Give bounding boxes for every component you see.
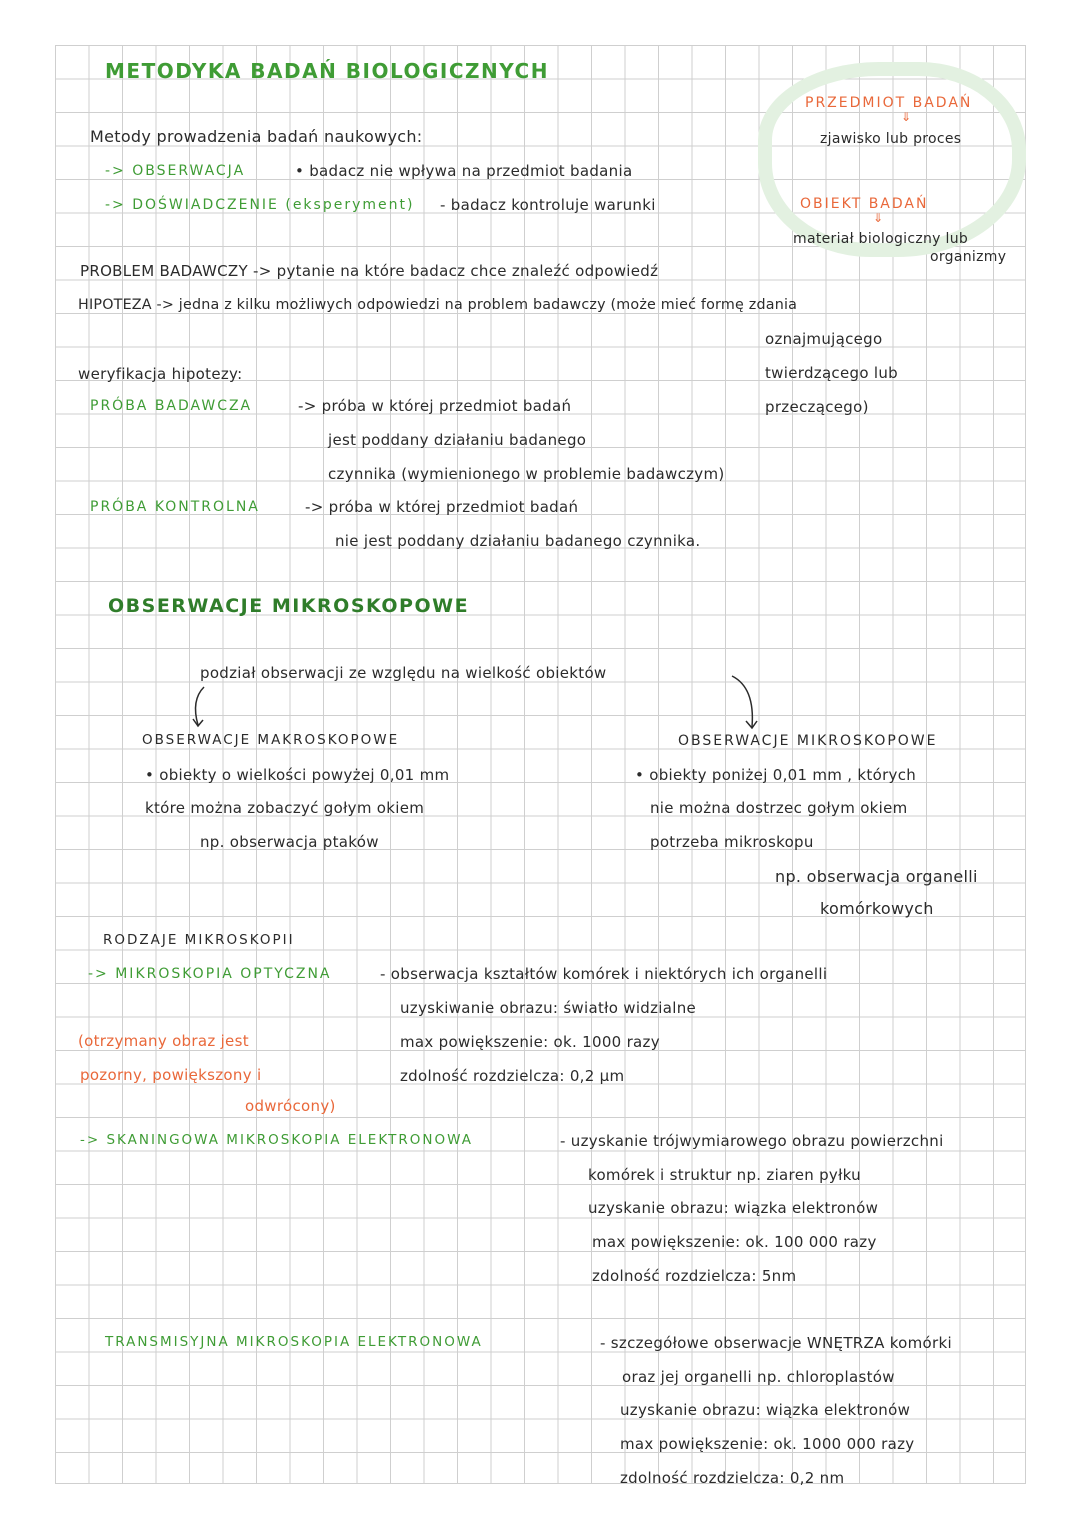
macro-line-3: np. obserwacja ptaków	[200, 833, 379, 851]
verification-label: weryfikacja hipotezy:	[78, 365, 243, 383]
optical-line-1: - obserwacja kształtów komórek i niektórych ich organelli	[380, 965, 828, 983]
types-title: RODZAJE MIKROSKOPII	[103, 932, 295, 948]
arrow-left-icon	[190, 685, 210, 730]
optical-line-3: max powiększenie: ok. 1000 razy	[400, 1033, 660, 1051]
tem-line-4: max powiększenie: ok. 1000 000 razy	[620, 1435, 915, 1453]
sem-line-1: - uzyskanie trójwymiarowego obrazu powierzchni	[560, 1132, 944, 1150]
micro-line-1: • obiekty poniżej 0,01 mm , których	[635, 766, 917, 784]
grid-paper	[55, 45, 1026, 1484]
methods-intro: Metody prowadzenia badań naukowych:	[90, 127, 423, 146]
hypothesis-line: HIPOTEZA -> jedna z kilku możliwych odpowiedzi na problem badawczy (może mieć formę zdania	[78, 297, 798, 313]
tem-line-2: oraz jej organelli np. chloroplastów	[622, 1368, 895, 1386]
optical-line-2: uzyskiwanie obrazu: światło widzialne	[400, 999, 697, 1017]
observation-desc: • badacz nie wpływa na przedmiot badania	[295, 162, 633, 180]
sem-line-2: komórek i struktur np. ziaren pyłku	[588, 1166, 861, 1184]
research-trial-1: -> próba w której przedmiot badań	[298, 397, 572, 415]
control-trial-2: nie jest poddany działaniu badanego czynnika.	[335, 532, 701, 550]
micro-line-3: potrzeba mikroskopu	[650, 833, 814, 851]
micro-line-4: np. obserwacja organelli	[775, 867, 978, 886]
tem-line-1: - szczegółowe obserwacje WNĘTRZA komórki	[600, 1334, 952, 1352]
hypothesis-cont-3: przeczącego)	[765, 398, 869, 416]
page-title: METODYKA BADAŃ BIOLOGICZNYCH	[105, 59, 549, 83]
tem-label: TRANSMISYJNA MIKROSKOPIA ELEKTRONOWA	[105, 1334, 483, 1350]
object-desc-1: materiał biologiczny lub	[793, 231, 969, 247]
research-trial-2: jest poddany działaniu badanego	[328, 431, 587, 449]
section2-title: OBSERWACJE MIKROSKOPOWE	[108, 595, 470, 617]
micro-line-5: komórkowych	[820, 899, 934, 918]
sem-label: -> SKANINGOWA MIKROSKOPIA ELEKTRONOWA	[80, 1132, 473, 1148]
subject-arrow: ⇓	[901, 110, 912, 124]
control-trial-label: PRÓBA KONTROLNA	[90, 499, 260, 515]
sem-line-4: max powiększenie: ok. 100 000 razy	[592, 1233, 877, 1251]
tem-line-5: zdolność rozdzielcza: 0,2 nm	[620, 1469, 845, 1487]
highlight-blob	[758, 62, 1026, 257]
optical-label: -> MIKROSKOPIA OPTYCZNA	[88, 966, 332, 982]
problem-line: PROBLEM BADAWCZY -> pytanie na które badacz chce znaleźć odpowiedź	[80, 262, 659, 280]
subject-title: PRZEDMIOT BADAŃ	[805, 95, 973, 111]
sem-line-5: zdolność rozdzielcza: 5nm	[592, 1267, 797, 1285]
division-label: podział obserwacji ze względu na wielkość obiektów	[200, 664, 607, 682]
research-trial-label: PRÓBA BADAWCZA	[90, 398, 253, 414]
control-trial-1: -> próba w której przedmiot badań	[305, 498, 579, 516]
object-title: OBIEKT BADAŃ	[800, 196, 929, 212]
macro-title: OBSERWACJE MAKROSKOPOWE	[142, 732, 400, 748]
arrow-right-icon	[730, 672, 760, 732]
micro-title: OBSERWACJE MIKROSKOPOWE	[678, 733, 938, 749]
object-arrow: ⇓	[873, 211, 884, 225]
macro-line-2: które można zobaczyć gołym okiem	[145, 799, 425, 817]
subject-desc: zjawisko lub proces	[820, 131, 962, 147]
tem-line-3: uzyskanie obrazu: wiązka elektronów	[620, 1401, 911, 1419]
optical-note-3: odwrócony)	[245, 1097, 336, 1115]
research-trial-3: czynnika (wymienionego w problemie badawczym)	[328, 465, 725, 483]
observation-label: -> OBSERWACJA	[105, 163, 246, 179]
hypothesis-cont-2: twierdzącego lub	[765, 364, 898, 382]
optical-line-4: zdolność rozdzielcza: 0,2 µm	[400, 1067, 625, 1085]
experiment-desc: - badacz kontroluje warunki	[440, 196, 656, 214]
experiment-label: -> DOŚWIADCZENIE (eksperyment)	[105, 197, 415, 213]
optical-note-2: pozorny, powiększony i	[80, 1066, 262, 1084]
macro-line-1: • obiekty o wielkości powyżej 0,01 mm	[145, 766, 450, 784]
hypothesis-cont-1: oznajmującego	[765, 330, 883, 348]
optical-note-1: (otrzymany obraz jest	[78, 1032, 249, 1050]
micro-line-2: nie można dostrzec gołym okiem	[650, 799, 908, 817]
sem-line-3: uzyskanie obrazu: wiązka elektronów	[588, 1199, 879, 1217]
object-desc-2: organizmy	[930, 249, 1007, 265]
